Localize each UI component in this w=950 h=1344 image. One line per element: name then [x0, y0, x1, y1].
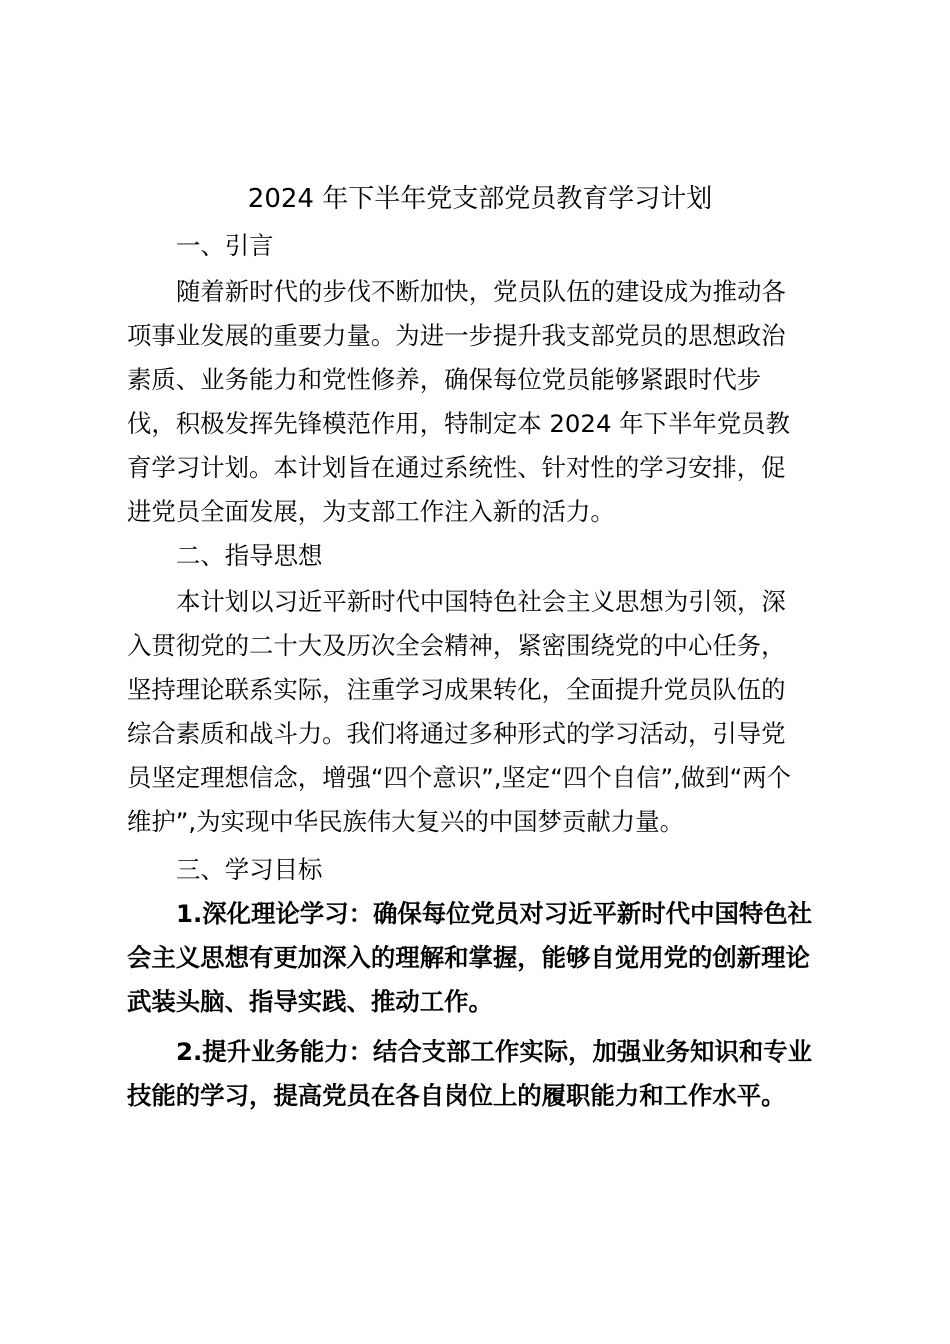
objective-line: 会主义思想有更加深入的理解和掌握，能够自觉用党的创新理论	[127, 943, 810, 972]
objective-line: 2.提升业务能力：结合支部工作实际，加强业务知识和专业	[176, 1037, 813, 1066]
paragraph-line: 随着新时代的步伐不断加快，党员队伍的建设成为推动各	[176, 277, 786, 306]
objective-line: 技能的学习，提高党员在各自岗位上的履职能力和工作水平。	[127, 1081, 786, 1110]
paragraph-line: 入贯彻党的二十大及历次全会精神，紧密围绕党的中心任务，	[127, 631, 786, 660]
paragraph-line: 进党员全面发展，为支部工作注入新的活力。	[127, 497, 615, 526]
paragraph-line: 维护”,为实现中华民族伟大复兴的中国梦贡献力量。	[127, 807, 684, 836]
paragraph-line: 育学习计划。本计划旨在通过系统性、针对性的学习安排，促	[127, 453, 786, 482]
paragraph-line: 员坚定理想信念，增强“四个意识”,坚定“四个自信”,做到“两个	[127, 763, 792, 792]
paragraph-line: 坚持理论联系实际，注重学习成果转化，全面提升党员队伍的	[127, 675, 786, 704]
section-heading-learning-objectives: 三、学习目标	[176, 855, 323, 884]
section-heading-guiding-ideology: 二、指导思想	[176, 541, 323, 570]
paragraph-line: 伐，积极发挥先锋模范作用，特制定本 2024 年下半年党员教	[127, 409, 790, 438]
document-title: 2024 年下半年党支部党员教育学习计划	[247, 184, 713, 214]
objective-line: 1.深化理论学习：确保每位党员对习近平新时代中国特色社	[176, 899, 813, 928]
paragraph-line: 项事业发展的重要力量。为进一步提升我支部党员的思想政治	[127, 321, 786, 350]
paragraph-line: 本计划以习近平新时代中国特色社会主义思想为引领，深	[176, 587, 786, 616]
paragraph-line: 综合素质和战斗力。我们将通过多种形式的学习活动，引导党	[127, 719, 786, 748]
section-heading-introduction: 一、引言	[176, 231, 274, 260]
paragraph-line: 素质、业务能力和党性修养，确保每位党员能够紧跟时代步	[127, 365, 762, 394]
objective-line: 武装头脑、指导实践、推动工作。	[127, 987, 493, 1016]
